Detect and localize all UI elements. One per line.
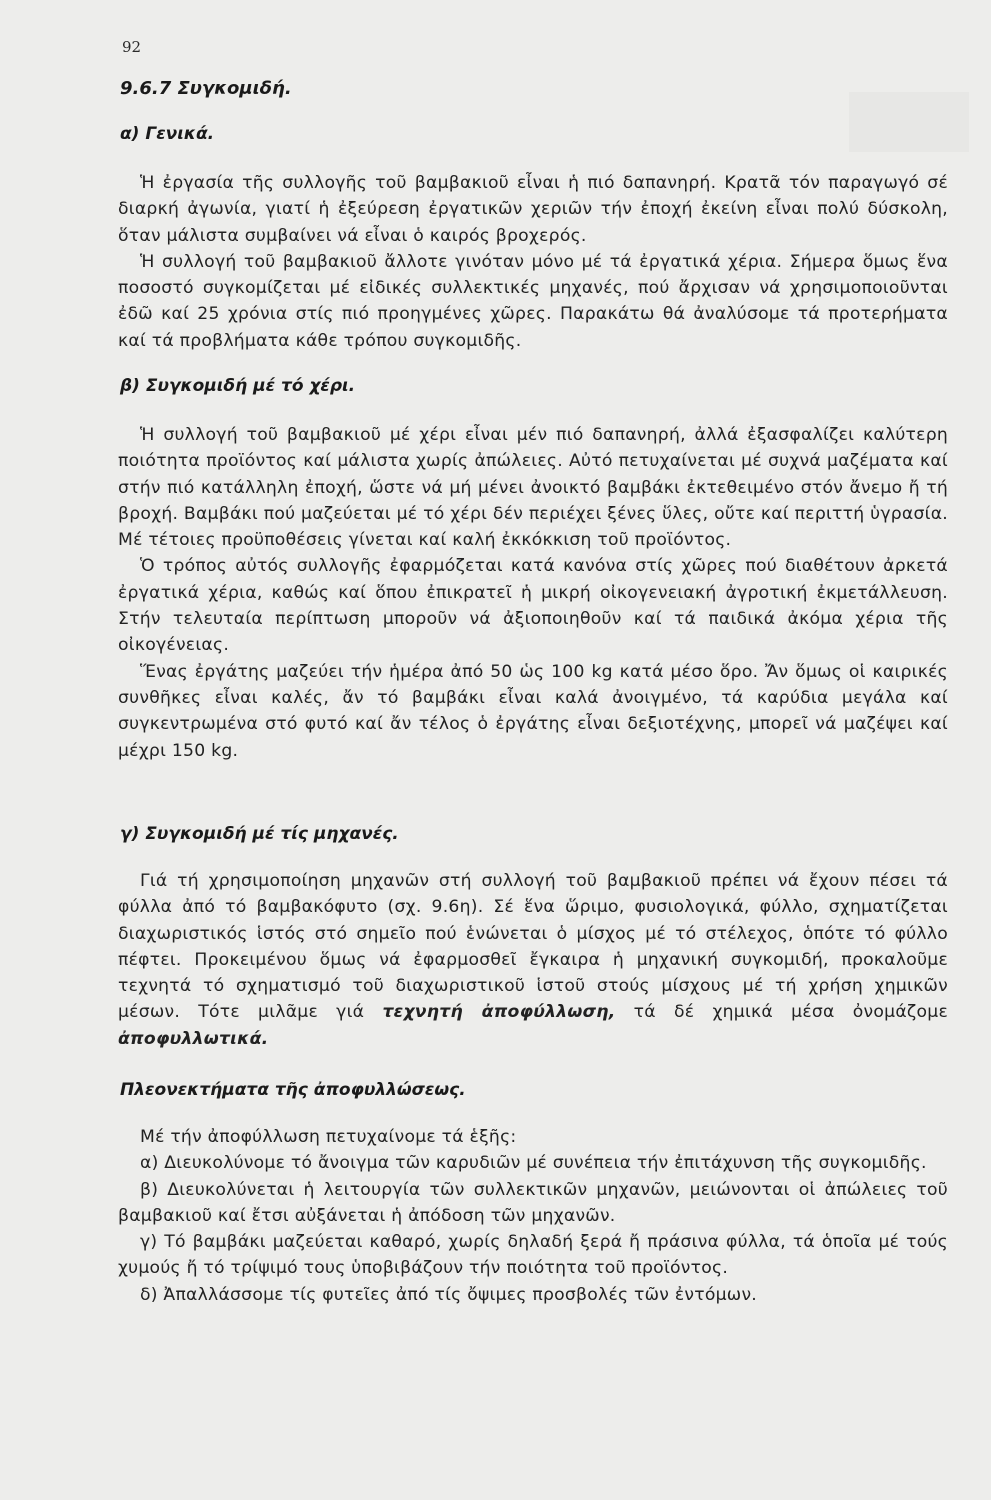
section-advantages-text (118, 1124, 948, 1308)
paragraph: Μέ τήν ἀποφύλλωση πετυχαίνομε τά ἑξῆς: (140, 1127, 517, 1147)
bleed-through-artifact (849, 92, 969, 152)
term-defoliants: ἀποφυλλωτικά. (118, 1028, 269, 1049)
list-item: δ) Ἀπαλλάσσομε τίς φυτεῖες ἀπό τίς ὄψιμες προσβολές τῶν ἐντόμων. (140, 1284, 758, 1305)
subheading-machine-harvest: γ) Συγκομιδή μέ τίς μηχανές. (120, 824, 399, 844)
list-item: β) Διευκολύνεται ἡ λειτουργία τῶν συλλεκτικῶν μηχανῶν, μειώνονται οἱ ἀπώλειες τοῦ βαμβακιοῦ καί ἔτσι αὐξάνεται ἡ ἀπόδοση τῶν μηχανῶν. (118, 1179, 948, 1226)
paragraph: Ἡ ἐργασία τῆς συλλογῆς τοῦ βαμβακιοῦ εἶναι ἡ πιό δαπανηρή. Κρατᾶ τόν παραγωγό σέ διαρκή ἀγωνία, γιατί ἡ ἐξεύρεση ἐργατικῶν χεριῶν τήν ἐποχή ἐκείνη εἶναι πολύ δύσκολη, ὅταν μάλιστα συμβαίνει νά εἶναι ὁ καιρός βροχερός. (118, 173, 948, 246)
subheading-advantages: Πλεονεκτήματα τῆς ἀποφυλλώσεως. (120, 1080, 466, 1100)
paragraph: Ἡ συλλογή τοῦ βαμβακιοῦ μέ χέρι εἶναι μέν πιό δαπανηρή, ἀλλά ἐξασφαλίζει καλύτερη ποιότητα προϊόντος καί μάλιστα χωρίς ἀπώλειες. Αὐτό πετυχαίνεται μέ συχνά μαζέματα καί στήν πιό κατάλληλη ἐποχή, ὥστε νά μή μένει ἀνοικτό βαμβάκι ἐκτεθειμένο στόν ἄνεμο ἤ τή βροχή. Βαμβάκι πού μαζεύεται μέ τό χέρι δέν περιέχει ξένες ὕλες, οὔτε καί περιττή ὑγρασία. Μέ τέτοιες προϋποθέσεις γίνεται καί καλή ἐκκόκκιση τοῦ προϊόντος. (118, 425, 948, 551)
list-item: γ) Τό βαμβάκι μαζεύεται καθαρό, χωρίς δηλαδή ξερά ἤ πράσινα φύλλα, τά ὁποῖα μέ τούς χυμούς ἤ τό τρίψιμό τους ὑποβιβάζουν τήν ποιότητα τοῦ προϊόντος. (118, 1232, 948, 1279)
subheading-general: α) Γενικά. (120, 124, 215, 144)
section-heading-9-6-7: 9.6.7 Συγκομιδή. (120, 78, 292, 99)
section-hand-harvest-text (118, 422, 948, 764)
list-item: α) Διευκολύνομε τό ἄνοιγμα τῶν καρυδιῶν μέ συνέπεια τήν ἐπιτάχυνση τῆς συγκομιδῆς. (140, 1153, 927, 1174)
section-general-text (118, 170, 948, 354)
paragraph (118, 868, 948, 1052)
paragraph-text: Γιά τή χρησιμοποίηση μηχανῶν στή συλλογή τοῦ βαμβακιοῦ πρέπει νά ἔχουν πέσει τά φύλλα ἀπό τό βαμβακόφυτο (σχ. 9.6η). Σέ ἕνα ὥριμο, φυσιολογικά, φύλλο, σχηματίζεται διαχωριστικός ἱστός στό σημεῖο πού ἑνώνεται ὁ μίσχος μέ τό στέλεχος, ὁπότε τό φύλλο πέφτει. Προκειμένου ὅμως νά ἐφαρμοσθεῖ ἔγκαιρα ἡ μηχανική συγκομιδή, προκαλοῦμε τεχνητά τό σχηματισμό τοῦ διαχωριστικοῦ ἱστοῦ στούς μίσχους μέ τή χρήση χημικῶν μέσων. Τότε μιλᾶμε γιά (118, 871, 948, 1023)
paragraph: Ἡ συλλογή τοῦ βαμβακιοῦ ἄλλοτε γινόταν μόνο μέ τά ἐργατικά χέρια. Σήμερα ὅμως ἕνα ποσοστό συγκομίζεται μέ εἰδικές συλλεκτικές μηχανές, πού ἄρχισαν νά χρησιμοποιοῦνται ἐδῶ καί 25 χρόνια στίς πιό προηγμένες χῶρες. Παρακάτω θά ἀναλύσομε τά προτερήματα καί τά προβλήματα κάθε τρόπου συγκομιδῆς. (118, 251, 948, 351)
paragraph-text: τά δέ χημικά μέσα ὀνομάζομε (633, 1002, 949, 1023)
paragraph: Ἕνας ἐργάτης μαζεύει τήν ἡμέρα ἀπό 50 ὡς 100 kg κατά μέσο ὅρο. Ἄν ὅμως οἱ καιρικές συνθῆκες εἶναι καλές, ἄν τό βαμβάκι εἶναι καλά ἀνοιγμένο, τά καρύδια μεγάλα καί συγκεντρωμένα στό φυτό καί ἄν τέλος ὁ ἐργάτης εἶναι δεξιοτέχνης, μπορεῖ νά μαζέψει καί μέχρι 150 kg. (118, 661, 948, 761)
section-machine-harvest-text (118, 868, 948, 1052)
paragraph: Ὁ τρόπος αὐτός συλλογῆς ἐφαρμόζεται κατά κανόνα στίς χῶρες πού διαθέτουν ἀρκετά ἐργατικά χέρια, καθώς καί ὅπου ἐπικρατεῖ ἡ μικρή οἰκογενειακή ἀγροτική ἐκμετάλλευση. Στήν τελευταία περίπτωση μποροῦν νά ἀξιοποιηθοῦν καί τά παιδικά ἀκόμα χέρια τῆς οἰκογένειας. (118, 556, 948, 656)
term-artificial-defoliation: τεχνητή ἀποφύλλωση, (382, 1002, 616, 1023)
subheading-hand-harvest: β) Συγκομιδή μέ τό χέρι. (120, 376, 356, 396)
page-number: 92 (122, 38, 142, 56)
